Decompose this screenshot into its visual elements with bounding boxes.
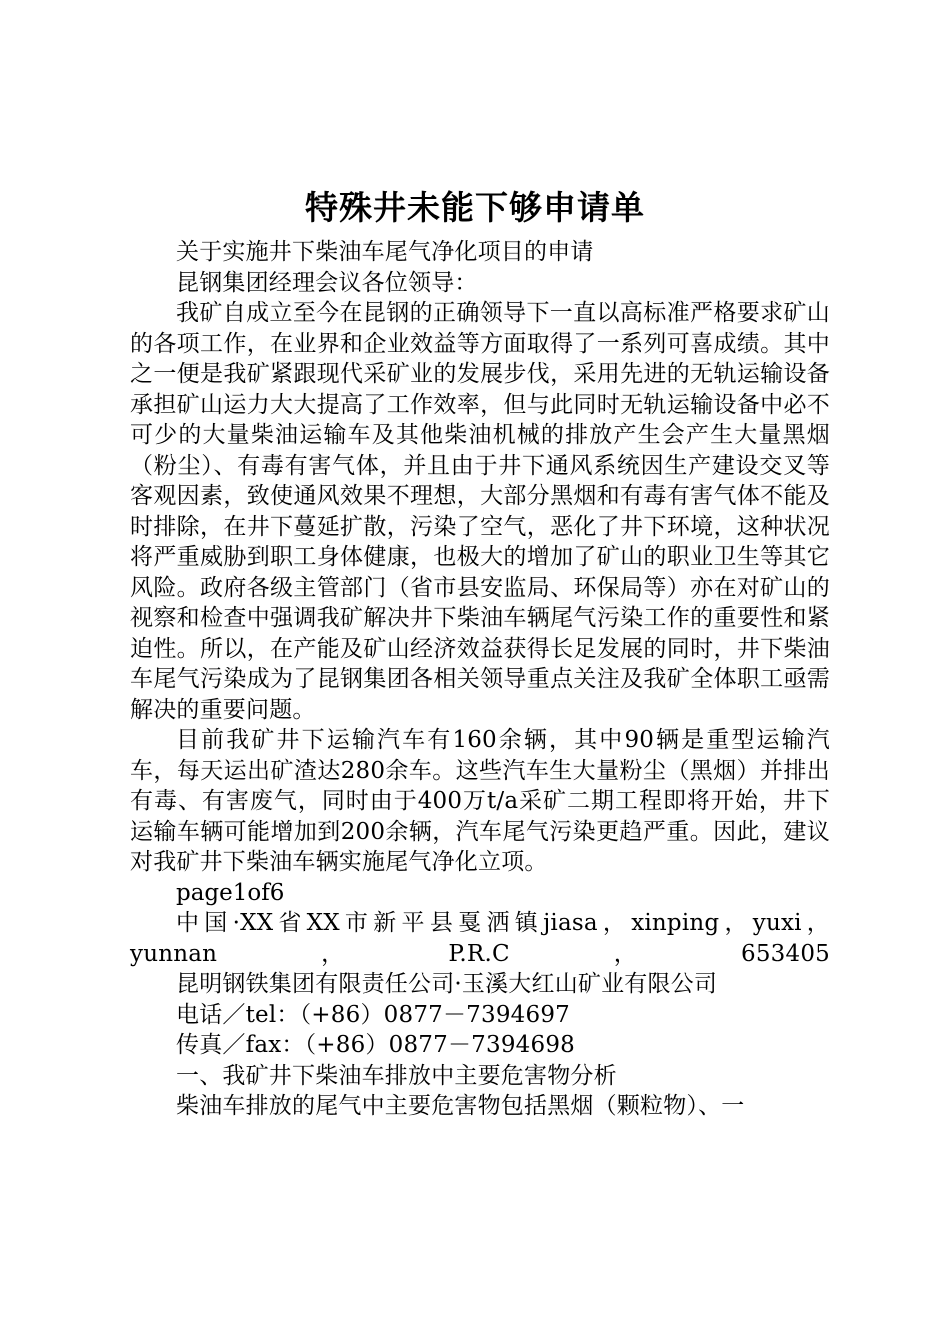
salutation: 昆钢集团经理会议各位领导： — [176, 269, 478, 296]
paragraph-2: 目前我矿井下运输汽车有160余辆，其中90辆是重型运输汽车，每天运出矿渣达280余车。这些汽车生大量粉尘（黑烟）并排出有毒、有害废气，同时由于400万t/a采矿二期工程即将开始，井下运输车辆可能增加到200余辆，汽车尾气污染更趋严重。因此，建议对我矿井下柴油车辆实施尾气净化立项。 — [130, 727, 830, 875]
section-heading: 一、我矿井下柴油车排放中主要危害物分析 — [176, 1062, 617, 1089]
paragraph-1: 我矿自成立至今在昆钢的正确领导下一直以高标准严格要求矿山的各项工作，在业界和企业效益等方面取得了一系列可喜成绩。其中之一便是我矿紧跟现代采矿业的发展步伐，采用先进的无轨运输设备承担矿山运力大大提高了工作效率，但与此同时无轨运输设备中必不可少的大量柴油运输车及其他柴油机械的排放产生会产生大量黑烟（粉尘）、有毒有害气体，并且由于井下通风系统因生产建设交叉等客观因素，致使通风效果不理想，大部分黑烟和有毒有害气体不能及时排除，在井下蔓延扩散，污染了空气，恶化了井下环境，这种状况将严重威胁到职工身体健康，也极大的增加了矿山的职业卫生等其它风险。政府各级主管部门（省市县安监局、环保局等）亦在对矿山的视察和检查中强调我矿解决井下柴油车辆尾气污染工作的重要性和紧迫性。所以，在产能及矿山经济效益获得长足发展的同时，井下柴油车尾气污染成为了昆钢集团各相关领导重点关注及我矿全体职工亟需解决的重要问题。 — [130, 300, 830, 723]
document-title: 特殊井未能下够申请单 — [305, 188, 645, 227]
subtitle: 关于实施井下柴油车尾气净化项目的申请 — [176, 239, 594, 265]
address: 中国·XX省XX市新平县戛洒镇jiasa，xinping，yuxi，yunnan，P.R.C，653405 — [130, 910, 830, 967]
telephone: 电话／tel：（+86）0877－7394697 — [176, 1001, 571, 1028]
document-body — [130, 237, 830, 1122]
page-marker: page1of6 — [176, 879, 285, 906]
fax: 传真／fax：（+86）0877－7394698 — [176, 1032, 576, 1058]
paragraph-3: 柴油车排放的尾气中主要危害物包括黑烟（颗粒物）、一 — [176, 1093, 745, 1119]
company-name: 昆明钢铁集团有限责任公司·玉溪大红山矿业有限公司 — [176, 971, 718, 997]
